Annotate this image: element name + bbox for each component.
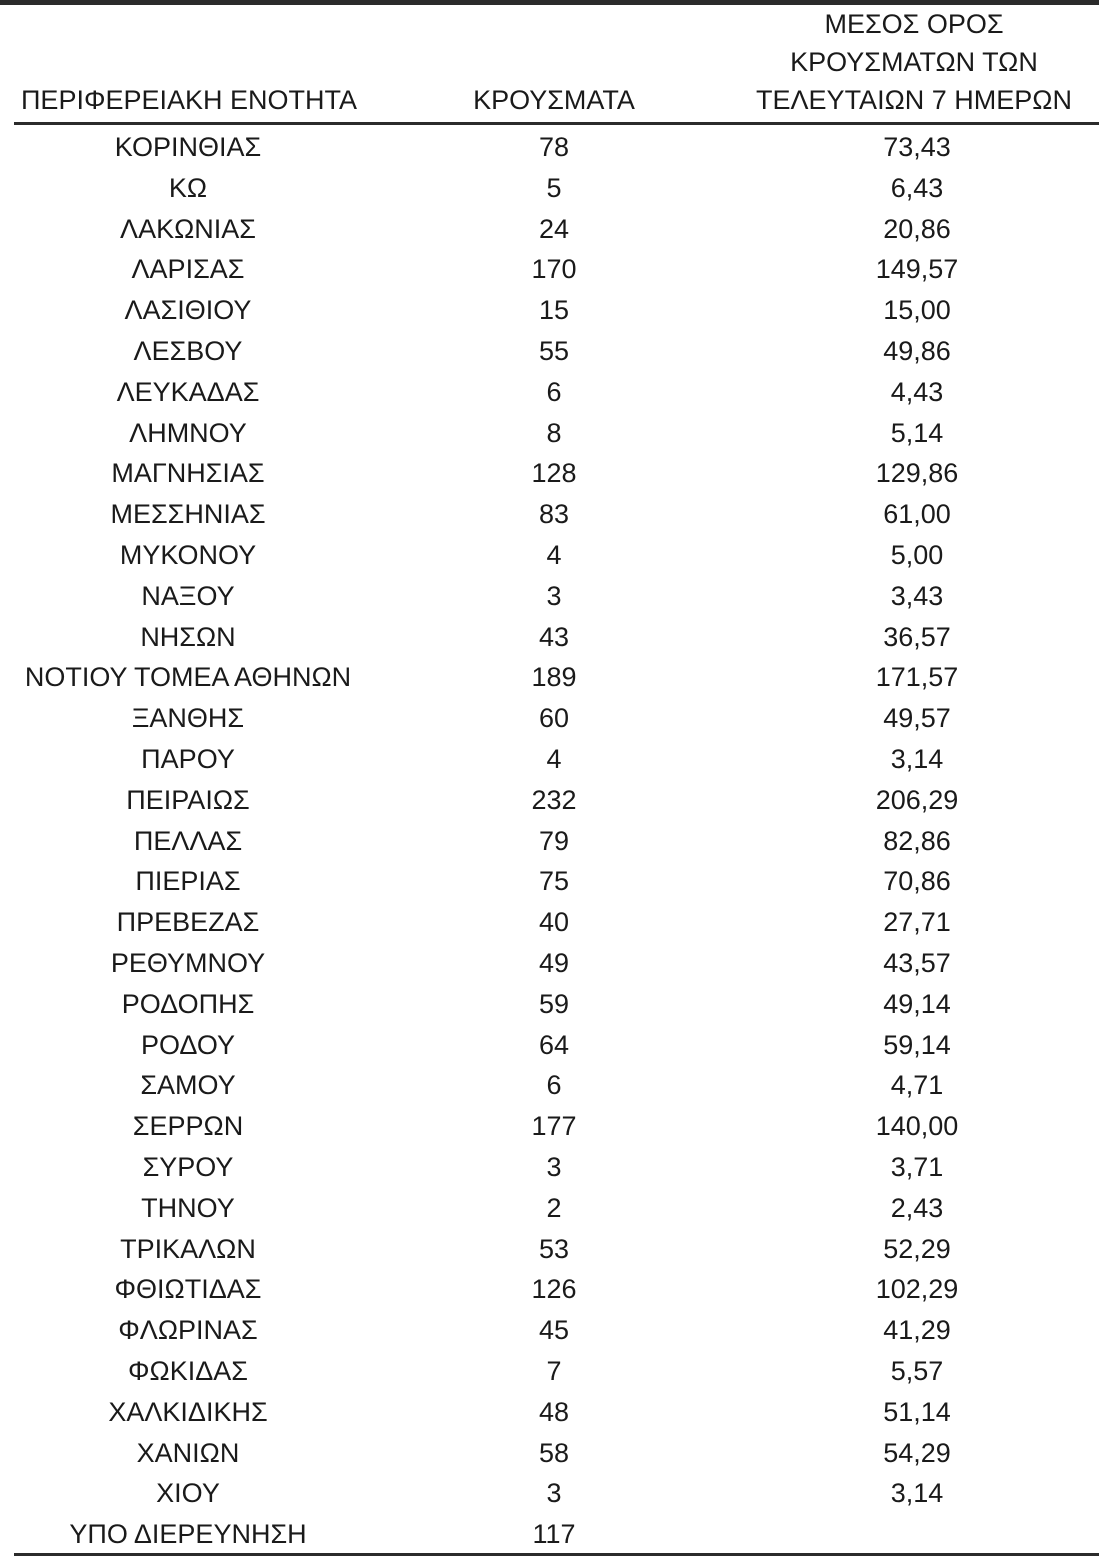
cell-cases: 64 (538, 1029, 570, 1060)
table-row (14, 941, 1099, 982)
table-row (14, 451, 1099, 492)
table-row (14, 125, 1099, 166)
cell-cases: 60 (538, 703, 570, 734)
cell-cases: 83 (538, 499, 570, 530)
cell-seven-day-average: 27,71 (883, 907, 951, 938)
cell-region: ΠΕΙΡΑΙΩΣ (126, 784, 250, 815)
table-row (14, 247, 1099, 288)
cell-cases: 6 (546, 376, 562, 407)
cell-cases: 170 (531, 254, 577, 285)
cell-seven-day-average: 5,00 (890, 539, 944, 570)
table-row (14, 574, 1099, 615)
table-row (14, 737, 1099, 778)
cell-cases: 43 (538, 621, 570, 652)
cell-region: ΛΗΜΝΟΥ (129, 417, 247, 448)
cell-cases: 59 (538, 988, 570, 1019)
cell-seven-day-average: 206,29 (875, 784, 959, 815)
cell-cases: 5 (546, 172, 562, 203)
cell-region: ΠΡΕΒΕΖΑΣ (116, 907, 260, 938)
cell-cases: 40 (538, 907, 570, 938)
header-avg-line-1: ΜΕΣΟΣ ΟΡΟΣ (824, 9, 1004, 39)
cell-region: ΜΕΣΣΗΝΙΑΣ (110, 499, 266, 530)
cell-seven-day-average: 41,29 (883, 1315, 951, 1346)
cell-seven-day-average: 102,29 (875, 1274, 959, 1305)
cell-cases: 3 (546, 1478, 562, 1509)
cell-cases: 177 (531, 1111, 577, 1142)
table-row (14, 1145, 1099, 1186)
header-avg-line-3: ΤΕΛΕΥΤΑΙΩΝ 7 ΗΜΕΡΩΝ (756, 85, 1072, 115)
cell-cases: 78 (538, 132, 570, 162)
cell-region: ΥΠΟ ΔΙΕΡΕΥΝΗΣΗ (69, 1519, 307, 1550)
cell-seven-day-average: 61,00 (883, 499, 951, 530)
cell-region: ΤΗΝΟΥ (141, 1192, 235, 1223)
cell-cases: 75 (538, 866, 570, 897)
cell-cases: 126 (531, 1274, 577, 1305)
cell-cases: 53 (538, 1233, 570, 1264)
table-row (14, 1471, 1099, 1512)
cell-seven-day-average: 4,43 (890, 376, 944, 407)
cell-cases: 79 (538, 825, 570, 856)
cell-region: ΧΙΟΥ (156, 1478, 220, 1509)
cell-cases: 6 (546, 1070, 562, 1101)
cell-region: ΠΙΕΡΙΑΣ (135, 866, 241, 897)
cell-seven-day-average: 5,57 (890, 1355, 944, 1386)
cell-cases: 4 (546, 743, 562, 774)
table-row (14, 1104, 1099, 1145)
table-row (14, 533, 1099, 574)
cell-cases: 8 (546, 417, 562, 448)
cell-cases: 3 (546, 580, 562, 611)
table-row (14, 655, 1099, 696)
table-row (14, 288, 1099, 329)
table-row (14, 207, 1099, 248)
header-avg-line-2: ΚΡΟΥΣΜΑΤΩΝ ΤΩΝ (790, 47, 1038, 77)
cell-seven-day-average: 3,14 (890, 1478, 944, 1509)
cell-seven-day-average: 3,14 (890, 743, 944, 774)
cell-seven-day-average: 43,57 (883, 947, 951, 978)
cell-seven-day-average: 49,86 (883, 335, 951, 366)
table-row (14, 1308, 1099, 1349)
cell-cases: 48 (538, 1396, 570, 1427)
header-cases: ΚΡΟΥΣΜΑΤΑ (473, 85, 635, 115)
table-row (14, 1023, 1099, 1064)
cell-seven-day-average: 15,00 (883, 295, 951, 326)
table-header (14, 0, 1099, 125)
cell-region: ΣΥΡΟΥ (142, 1151, 234, 1182)
cell-seven-day-average: 49,57 (883, 703, 951, 734)
cell-cases: 4 (546, 539, 562, 570)
cell-region: ΦΩΚΙΔΑΣ (128, 1355, 248, 1386)
cell-region: ΠΕΛΛΑΣ (133, 825, 243, 856)
table-row (14, 819, 1099, 860)
cell-region: ΛΕΣΒΟΥ (133, 335, 243, 366)
cell-seven-day-average: 51,14 (883, 1396, 951, 1427)
header-region: ΠΕΡΙΦΕΡΕΙΑΚΗ ΕΝΟΤΗΤΑ (20, 85, 358, 115)
table-row (14, 1431, 1099, 1472)
cell-cases: 15 (538, 295, 570, 326)
cell-region: ΠΑΡΟΥ (141, 743, 235, 774)
cases-table (14, 0, 1099, 1553)
cell-region: ΝΗΣΩΝ (140, 621, 236, 652)
cell-cases: 24 (538, 213, 570, 244)
cell-cases: 232 (531, 784, 577, 815)
cell-cases: 2 (546, 1192, 562, 1223)
table-row (14, 778, 1099, 819)
cell-region: ΛΑΣΙΘΙΟΥ (124, 295, 252, 326)
cell-seven-day-average: 82,86 (883, 825, 951, 856)
cell-cases: 7 (546, 1355, 562, 1386)
cell-region: ΡΕΘΥΜΝΟΥ (110, 947, 266, 978)
cell-seven-day-average: 49,14 (883, 988, 951, 1019)
table-row (14, 1267, 1099, 1308)
cell-region: ΦΛΩΡΙΝΑΣ (118, 1315, 258, 1346)
cell-region: ΝΑΞΟΥ (141, 580, 235, 611)
cell-seven-day-average: 70,86 (883, 866, 951, 897)
cell-seven-day-average: 4,71 (890, 1070, 944, 1101)
table-row (14, 411, 1099, 452)
table-row (14, 1512, 1099, 1553)
cell-seven-day-average: 36,57 (883, 621, 951, 652)
table-row (14, 1390, 1099, 1431)
table-row (14, 166, 1099, 207)
cell-cases: 58 (538, 1437, 570, 1468)
cell-region: ΜΥΚΟΝΟΥ (119, 539, 257, 570)
cell-seven-day-average: 73,43 (883, 132, 951, 162)
cell-region: ΡΟΔΟΠΗΣ (121, 988, 255, 1019)
cell-region: ΜΑΓΝΗΣΙΑΣ (111, 458, 265, 489)
cell-region: ΛΑΚΩΝΙΑΣ (120, 213, 256, 244)
cell-region: ΣΕΡΡΩΝ (132, 1111, 244, 1142)
cell-seven-day-average: 171,57 (875, 662, 959, 693)
cell-region: ΣΑΜΟΥ (140, 1070, 236, 1101)
table-row (14, 615, 1099, 656)
table-row (14, 696, 1099, 737)
table-row (14, 1186, 1099, 1227)
cell-region: ΞΑΝΘΗΣ (131, 703, 245, 734)
cell-region: ΝΟΤΙΟΥ ΤΟΜΕΑ ΑΘΗΝΩΝ (24, 662, 352, 693)
cell-cases: 3 (546, 1151, 562, 1182)
cell-seven-day-average: 129,86 (875, 458, 959, 489)
cell-seven-day-average: 20,86 (883, 213, 951, 244)
cell-cases: 189 (531, 662, 577, 693)
cell-cases: 49 (538, 947, 570, 978)
table-row (14, 859, 1099, 900)
cell-seven-day-average: 140,00 (875, 1111, 959, 1142)
header-seven-day-average (749, 5, 1079, 119)
cell-seven-day-average: 59,14 (883, 1029, 951, 1060)
cell-seven-day-average: 52,29 (883, 1233, 951, 1264)
table-row (14, 900, 1099, 941)
table-body (14, 125, 1099, 1553)
cell-seven-day-average: 54,29 (883, 1437, 951, 1468)
cell-region: ΛΕΥΚΑΔΑΣ (116, 376, 260, 407)
table-row (14, 982, 1099, 1023)
cell-region: ΦΘΙΩΤΙΔΑΣ (114, 1274, 262, 1305)
cell-region: ΧΑΝΙΩΝ (136, 1437, 240, 1468)
cell-region: ΡΟΔΟΥ (140, 1029, 236, 1060)
cell-seven-day-average: 2,43 (890, 1192, 944, 1223)
table-row (14, 370, 1099, 411)
cell-seven-day-average: 3,71 (890, 1151, 944, 1182)
cell-region: ΛΑΡΙΣΑΣ (131, 254, 245, 285)
cell-cases: 45 (538, 1315, 570, 1346)
bottom-border-rule (14, 1553, 1099, 1556)
cell-region: ΤΡΙΚΑΛΩΝ (120, 1233, 256, 1264)
cell-cases: 128 (531, 458, 577, 489)
table-row (14, 329, 1099, 370)
cell-cases: 55 (538, 335, 570, 366)
table-row (14, 1063, 1099, 1104)
table-row (14, 1349, 1099, 1390)
cell-seven-day-average: 5,14 (890, 417, 944, 448)
cell-seven-day-average: 149,57 (875, 254, 959, 285)
cell-seven-day-average: 6,43 (890, 172, 944, 203)
table-row (14, 492, 1099, 533)
cell-cases: 117 (532, 1519, 576, 1550)
cell-region: ΧΑΛΚΙΔΙΚΗΣ (108, 1396, 268, 1427)
table-row (14, 1227, 1099, 1268)
cell-region: ΚΩ (168, 172, 208, 203)
cell-seven-day-average: 3,43 (890, 580, 944, 611)
cell-region: ΚΟΡΙΝΘΙΑΣ (114, 132, 262, 162)
